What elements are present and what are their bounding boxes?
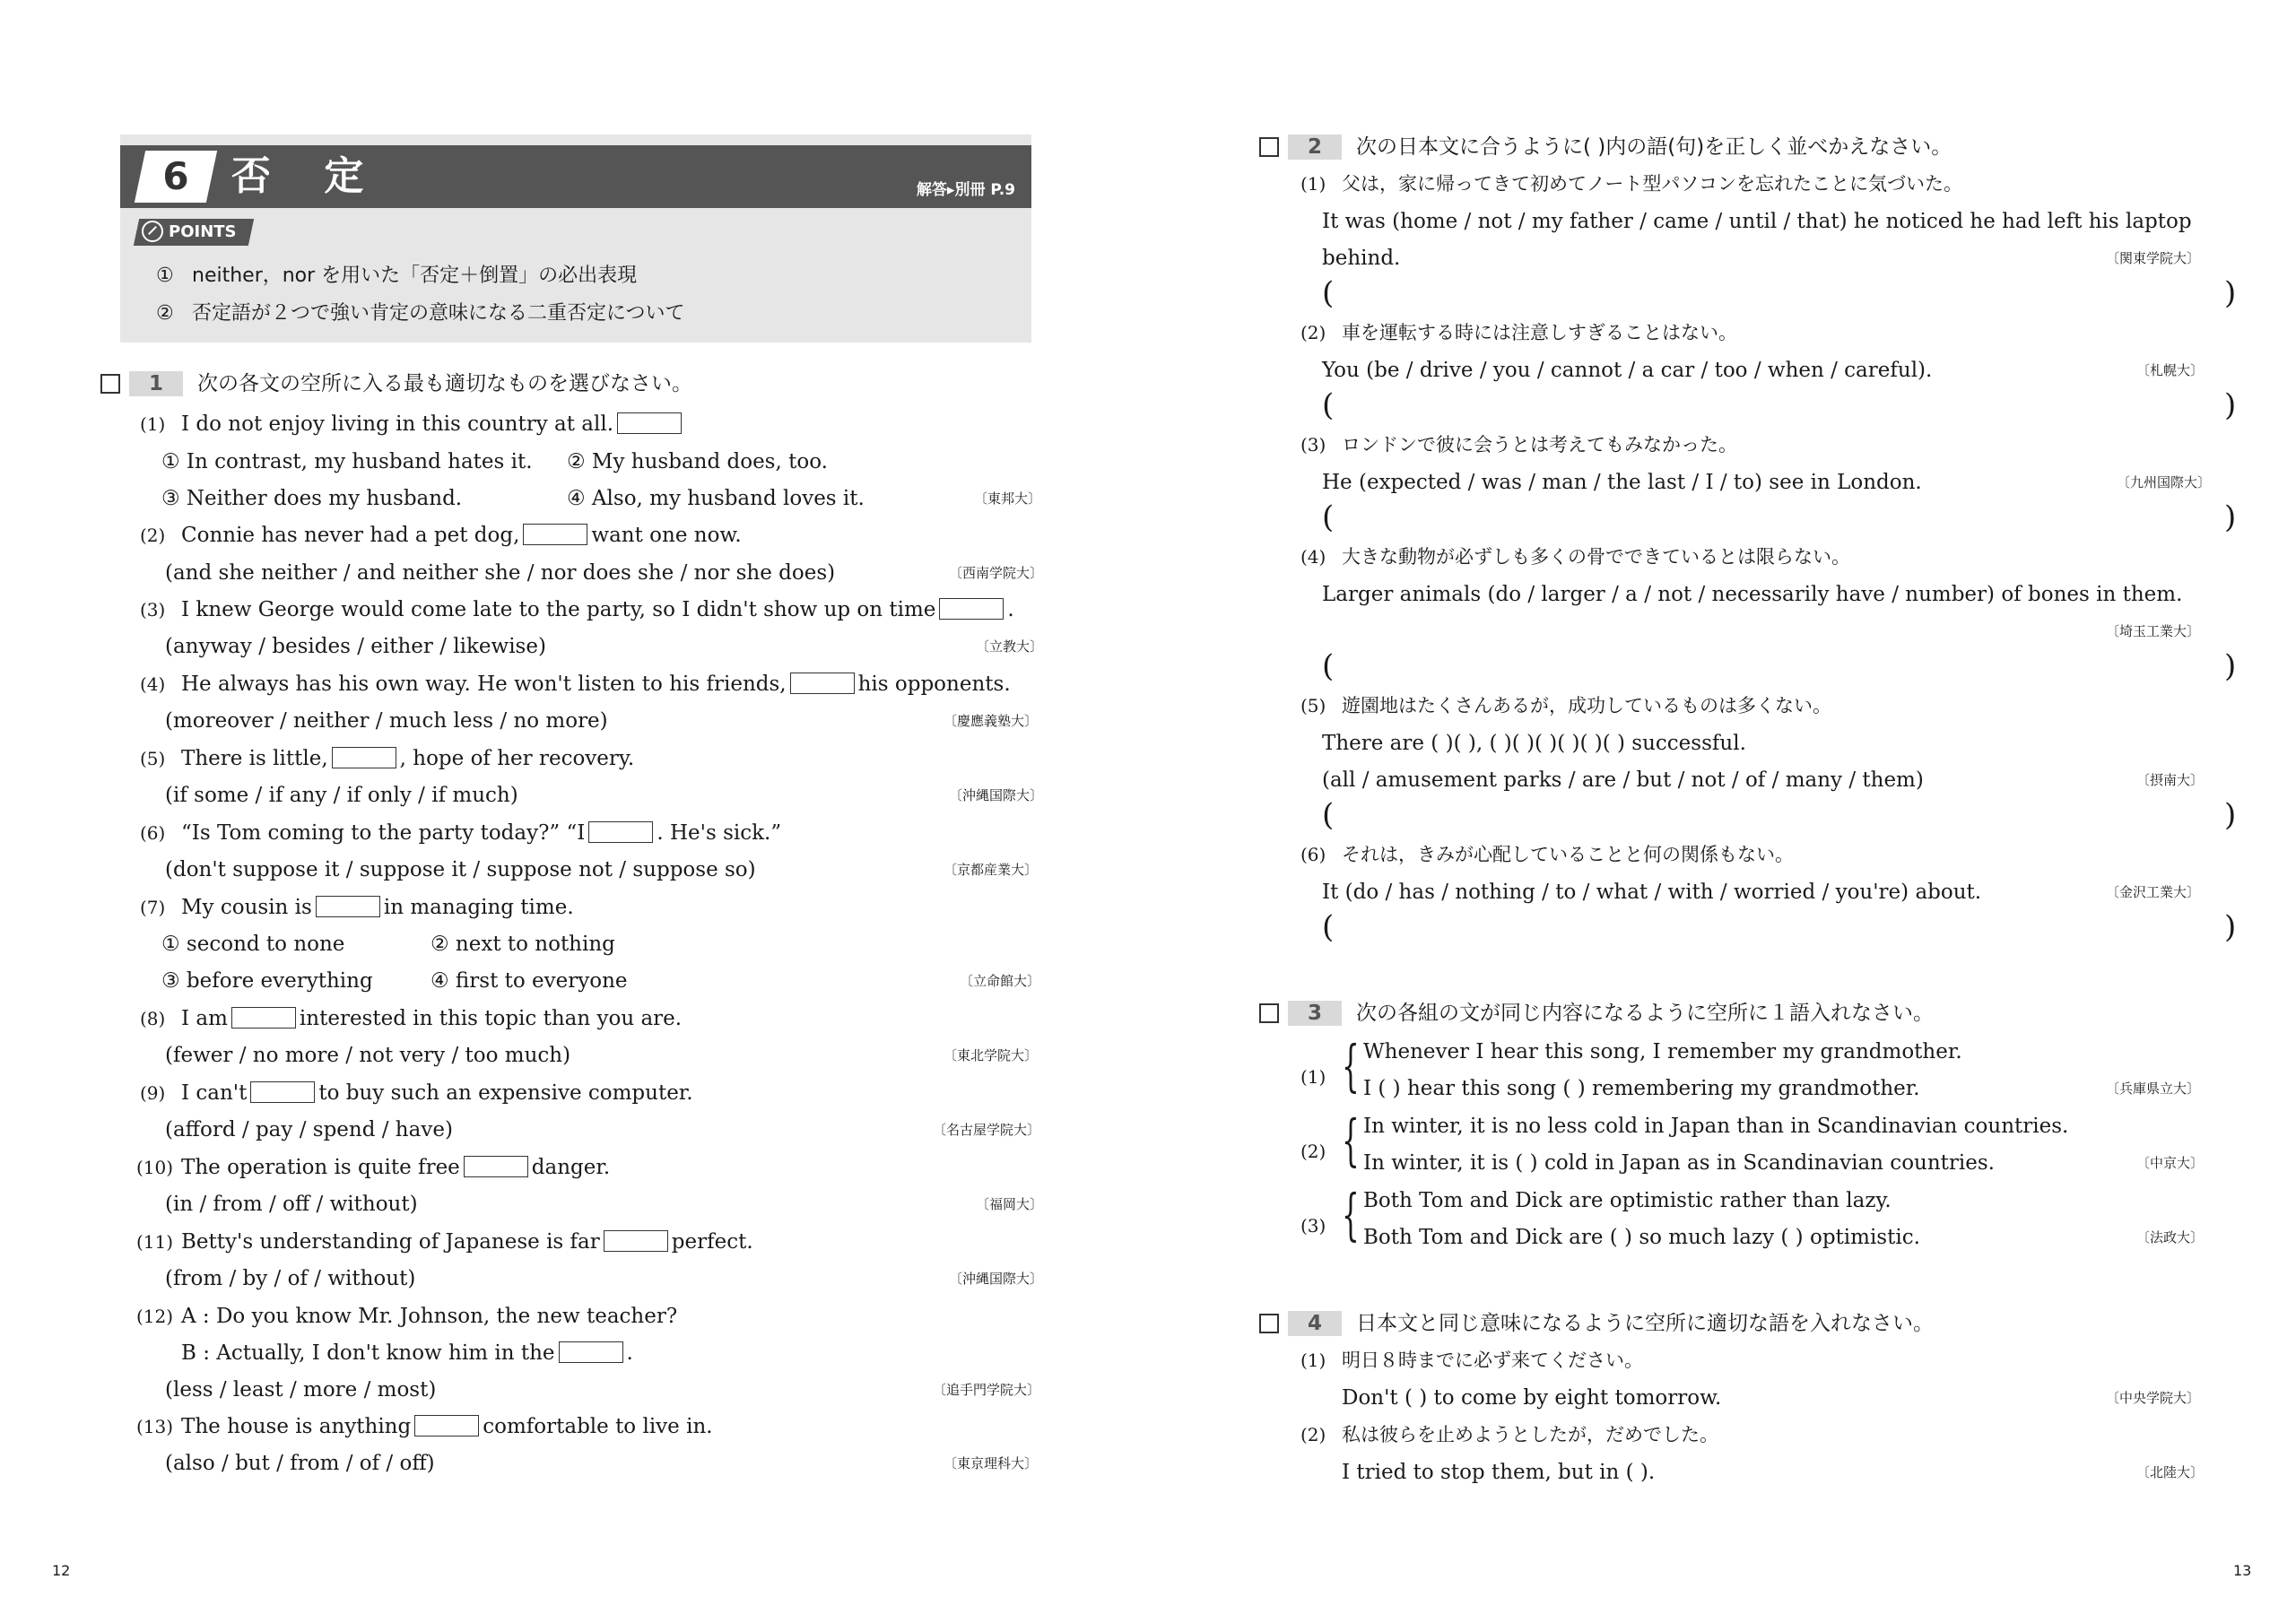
sentence-a: In winter, it is no less cold in Japan than in Scandinavian countries. bbox=[1363, 1115, 2069, 1138]
brace: { bbox=[1342, 1182, 1360, 1247]
question-number: (8) bbox=[140, 1008, 166, 1029]
section-checkbox[interactable] bbox=[1259, 1003, 1279, 1023]
answer-close-paren[interactable]: ) bbox=[2224, 909, 2237, 945]
question-number: (1) bbox=[1300, 1350, 1326, 1371]
fill-in-sentence: I tried to stop them, but in ( ). bbox=[1342, 1461, 1656, 1484]
source-label: 〔立命館大〕 bbox=[960, 973, 1041, 989]
question-number: (1) bbox=[1300, 173, 1326, 195]
question-number: (9) bbox=[140, 1082, 166, 1104]
answer-close-paren[interactable]: ) bbox=[2224, 387, 2237, 423]
question-number: (4) bbox=[1300, 546, 1326, 568]
japanese-sentence: 遊園地はたくさんあるが，成功しているものは多くない。 bbox=[1342, 695, 1831, 716]
choice: ① second to none bbox=[161, 933, 345, 956]
question-number: (13) bbox=[136, 1416, 174, 1437]
source-label: 〔京都産業大〕 bbox=[944, 862, 1039, 878]
choice: ③ Neither does my husband. bbox=[161, 487, 463, 510]
section-2-heading bbox=[1259, 135, 2282, 161]
options: (don't suppose it / suppose it / suppose not / suppose so) bbox=[165, 858, 756, 881]
answer-blank[interactable] bbox=[939, 598, 1004, 620]
question-number: (6) bbox=[140, 822, 166, 844]
source-label: 〔慶應義塾大〕 bbox=[944, 713, 1039, 729]
page-number: 12 bbox=[52, 1562, 71, 1579]
answer-close-paren[interactable]: ) bbox=[2224, 797, 2237, 833]
question-text: There is little, , hope of her recovery. bbox=[181, 747, 635, 770]
question-number: (3) bbox=[1300, 1215, 1326, 1237]
question-number: (6) bbox=[1300, 844, 1326, 865]
page-number: 13 bbox=[2233, 1562, 2252, 1579]
source-label: 〔金沢工業大〕 bbox=[2106, 884, 2201, 900]
answer-blank[interactable] bbox=[332, 747, 396, 768]
options: (afford / pay / spend / have) bbox=[165, 1118, 453, 1141]
choice: ② My husband does, too. bbox=[567, 450, 828, 473]
section-checkbox[interactable] bbox=[1259, 1314, 1279, 1333]
question-number: (2) bbox=[1300, 1141, 1326, 1162]
source-label: 〔東北学院大〕 bbox=[944, 1047, 1039, 1063]
question-text: I do not enjoy living in this country at all. bbox=[181, 411, 685, 438]
answer-open-paren[interactable]: ( bbox=[1322, 499, 1335, 535]
question-text: B : Actually, I don't know him in the . bbox=[181, 1341, 633, 1365]
scrambled-sentence: behind. bbox=[1322, 247, 1401, 270]
question-text: A : Do you know Mr. Johnson, the new teacher? bbox=[181, 1305, 678, 1328]
question-number: (2) bbox=[1300, 1424, 1326, 1445]
answer-open-paren[interactable]: ( bbox=[1322, 648, 1335, 684]
source-label: 〔札幌大〕 bbox=[2136, 362, 2205, 378]
question-text: Connie has never had a pet dog, want one now. bbox=[181, 524, 742, 547]
answer-open-paren[interactable]: ( bbox=[1322, 387, 1335, 423]
japanese-sentence: 父は，家に帰ってきて初めてノート型パソコンを忘れたことに気づいた。 bbox=[1342, 173, 1962, 195]
question-text: He always has his own way. He won't listen to his friends, his opponents. bbox=[181, 673, 1011, 696]
question-number: (4) bbox=[140, 673, 166, 695]
chapter-title-bar bbox=[120, 145, 1031, 208]
japanese-sentence: 明日８時までに必ず来てください。 bbox=[1342, 1350, 1643, 1371]
choice: ④ first to everyone bbox=[430, 969, 628, 993]
question-text: I am interested in this topic than you are. bbox=[181, 1007, 683, 1030]
options: (in / from / off / without) bbox=[165, 1193, 418, 1216]
section-instruction: 次の日本文に合うように( )内の語(句)を正しく並べかえなさい。 bbox=[1356, 135, 1952, 159]
answer-blank[interactable] bbox=[790, 673, 855, 694]
japanese-sentence: それは，きみが心配していることと何の関係もない。 bbox=[1342, 844, 1794, 865]
chapter-number: 6 bbox=[162, 154, 189, 198]
options: (if some / if any / if only / if much) bbox=[165, 784, 518, 807]
sentence-b: I ( ) hear this song ( ) remembering my grandmother. bbox=[1363, 1077, 1920, 1100]
answer-blank[interactable] bbox=[464, 1156, 528, 1177]
question-number: (5) bbox=[1300, 695, 1326, 716]
source-label: 〔沖縄国際大〕 bbox=[949, 1271, 1044, 1287]
answer-open-paren[interactable]: ( bbox=[1322, 909, 1335, 945]
source-label: 〔西南学院大〕 bbox=[949, 565, 1044, 581]
section-instruction: 次の各文の空所に入る最も適切なものを選びなさい。 bbox=[197, 372, 692, 395]
scrambled-sentence: It was (home / not / my father / came / until / that) he noticed he had left his laptop bbox=[1322, 210, 2192, 233]
options: (from / by / of / without) bbox=[165, 1267, 416, 1290]
choice: ② next to nothing bbox=[430, 933, 615, 956]
pencil-icon bbox=[142, 221, 163, 242]
section-checkbox[interactable] bbox=[100, 374, 120, 394]
chapter-header bbox=[120, 135, 1031, 343]
answer-blank[interactable] bbox=[316, 896, 380, 917]
question-text: My cousin is in managing time. bbox=[181, 896, 574, 919]
question-number: (11) bbox=[136, 1231, 174, 1253]
sentence-b: In winter, it is ( ) cold in Japan as in Scandinavian countries. bbox=[1363, 1151, 1995, 1175]
answer-blank[interactable] bbox=[617, 412, 682, 434]
question-number: (7) bbox=[140, 897, 166, 918]
brace: { bbox=[1342, 1107, 1360, 1173]
source-label: 〔埼玉工業大〕 bbox=[2106, 623, 2201, 639]
japanese-sentence: 車を運転する時には注意しすぎることはない。 bbox=[1342, 322, 1737, 343]
scrambled-sentence: There are ( )( ), ( )( )( )( )( )( ) successful. bbox=[1322, 732, 1746, 755]
options: (and she neither / and neither she / nor does she / nor she does) bbox=[165, 561, 836, 585]
section-instruction: 次の各組の文が同じ内容になるように空所に１語入れなさい。 bbox=[1356, 1002, 1934, 1025]
question-number: (1) bbox=[1300, 1066, 1326, 1088]
question-number: (2) bbox=[1300, 322, 1326, 343]
section-3-heading bbox=[1259, 1001, 2282, 1028]
question-number: (3) bbox=[140, 599, 166, 621]
answer-blank[interactable] bbox=[523, 524, 587, 545]
question-text: The operation is quite free danger. bbox=[181, 1156, 611, 1179]
answer-reference: 解答▸別冊 P.9 bbox=[916, 181, 1015, 199]
source-label: 〔九州国際大〕 bbox=[2117, 474, 2212, 490]
answer-blank[interactable] bbox=[250, 1081, 315, 1103]
answer-blank[interactable] bbox=[231, 1007, 296, 1028]
japanese-sentence: 私は彼らを止めようとしたが，だめでした。 bbox=[1342, 1424, 1718, 1445]
options: (all / amusement parks / are / but / not / of / many / them) bbox=[1322, 768, 1924, 792]
answer-open-paren[interactable]: ( bbox=[1322, 797, 1335, 833]
source-label: 〔法政大〕 bbox=[2136, 1229, 2205, 1245]
answer-close-paren[interactable]: ) bbox=[2224, 648, 2237, 684]
question-number: (12) bbox=[136, 1306, 174, 1327]
answer-blank[interactable] bbox=[588, 821, 653, 843]
sentence-b: Both Tom and Dick are ( ) so much lazy ( ) optimistic. bbox=[1363, 1226, 1920, 1249]
question-number: (1) bbox=[140, 413, 166, 435]
right-page bbox=[1148, 0, 2296, 1623]
chapter-title: 否 定 bbox=[231, 153, 384, 199]
question-text: I can't to buy such an expensive computer. bbox=[181, 1081, 693, 1105]
question-text: I knew George would come late to the party, so I didn't show up on time . bbox=[181, 598, 1014, 621]
section-instruction: 日本文と同じ意味になるように空所に適切な語を入れなさい。 bbox=[1356, 1312, 1934, 1335]
point-item: ② 否定語が２つで強い肯定の意味になる二重否定について bbox=[156, 302, 685, 325]
question-text: Betty's understanding of Japanese is far perfect. bbox=[181, 1230, 753, 1254]
section-number: 4 bbox=[1307, 1312, 1322, 1335]
point-item: ① neither，nor を用いた「否定＋倒置」の必出表現 bbox=[156, 265, 638, 287]
choice: ③ before everything bbox=[161, 969, 373, 993]
question-number: (5) bbox=[140, 748, 166, 769]
fill-in-sentence: Don't ( ) to come by eight tomorrow. bbox=[1342, 1386, 1722, 1410]
source-label: 〔沖縄国際大〕 bbox=[949, 787, 1044, 803]
source-label: 〔関東学院大〕 bbox=[2106, 250, 2201, 266]
question-text: “Is Tom coming to the party today?” “I . He's sick.” bbox=[181, 821, 782, 845]
scrambled-sentence: He (expected / was / man / the last / I / to) see in London. bbox=[1322, 471, 1922, 494]
source-label: 〔東邦大〕 bbox=[974, 490, 1042, 507]
source-label: 〔兵庫県立大〕 bbox=[2106, 1081, 2201, 1097]
points-label: POINTS bbox=[142, 219, 237, 246]
source-label: 〔中京大〕 bbox=[2136, 1155, 2205, 1171]
question-text: The house is anything comfortable to live in. bbox=[181, 1415, 713, 1438]
scrambled-sentence: It (do / has / nothing / to / what / with / worried / you're) about. bbox=[1322, 881, 1982, 904]
question-number: (10) bbox=[136, 1157, 174, 1178]
sentence-a: Both Tom and Dick are optimistic rather than lazy. bbox=[1363, 1189, 1892, 1212]
choice: ① In contrast, my husband hates it. bbox=[161, 450, 533, 473]
answer-blank[interactable] bbox=[414, 1415, 479, 1436]
answer-blank[interactable] bbox=[559, 1341, 623, 1363]
source-label: 〔名古屋学院大〕 bbox=[933, 1122, 1041, 1138]
source-label: 〔中央学院大〕 bbox=[2106, 1390, 2201, 1406]
source-label: 〔東京理科大〕 bbox=[944, 1455, 1039, 1471]
scrambled-sentence: Larger animals (do / larger / a / not / necessarily have / number) of bones in them. bbox=[1322, 583, 2183, 606]
source-label: 〔追手門学院大〕 bbox=[933, 1382, 1041, 1398]
options: (less / least / more / most) bbox=[165, 1378, 437, 1402]
scrambled-sentence: You (be / drive / you / cannot / a car / too / when / careful). bbox=[1322, 359, 1933, 382]
source-label: 〔福岡大〕 bbox=[976, 1196, 1044, 1212]
section-number: 3 bbox=[1307, 1002, 1322, 1025]
source-label: 〔摂南大〕 bbox=[2136, 772, 2205, 788]
choice: ④ Also, my husband loves it. bbox=[567, 487, 865, 510]
source-label: 〔北陸大〕 bbox=[2136, 1464, 2205, 1480]
source-label: 〔立教大〕 bbox=[976, 638, 1044, 655]
options: (anyway / besides / either / likewise) bbox=[165, 635, 546, 658]
answer-close-paren[interactable]: ) bbox=[2224, 499, 2237, 535]
question-number: (2) bbox=[140, 525, 166, 546]
brace: { bbox=[1342, 1033, 1360, 1098]
options: (fewer / no more / not very / too much) bbox=[165, 1044, 571, 1067]
sentence-a: Whenever I hear this song, I remember my grandmother. bbox=[1363, 1040, 1962, 1063]
question-number: (3) bbox=[1300, 434, 1326, 456]
section-number: 2 bbox=[1307, 135, 1322, 159]
japanese-sentence: 大きな動物が必ずしも多くの骨でできているとは限らない。 bbox=[1342, 546, 1850, 568]
japanese-sentence: ロンドンで彼に会うとは考えてもみなかった。 bbox=[1342, 434, 1737, 456]
options: (also / but / from / of / off) bbox=[165, 1452, 435, 1475]
answer-open-paren[interactable]: ( bbox=[1322, 275, 1335, 311]
section-number: 1 bbox=[148, 372, 163, 395]
answer-close-paren[interactable]: ) bbox=[2224, 275, 2237, 311]
section-1-heading bbox=[100, 371, 1033, 398]
section-checkbox[interactable] bbox=[1259, 137, 1279, 157]
section-4-heading bbox=[1259, 1311, 2282, 1338]
options: (moreover / neither / much less / no more) bbox=[165, 709, 608, 733]
answer-blank[interactable] bbox=[604, 1230, 668, 1252]
